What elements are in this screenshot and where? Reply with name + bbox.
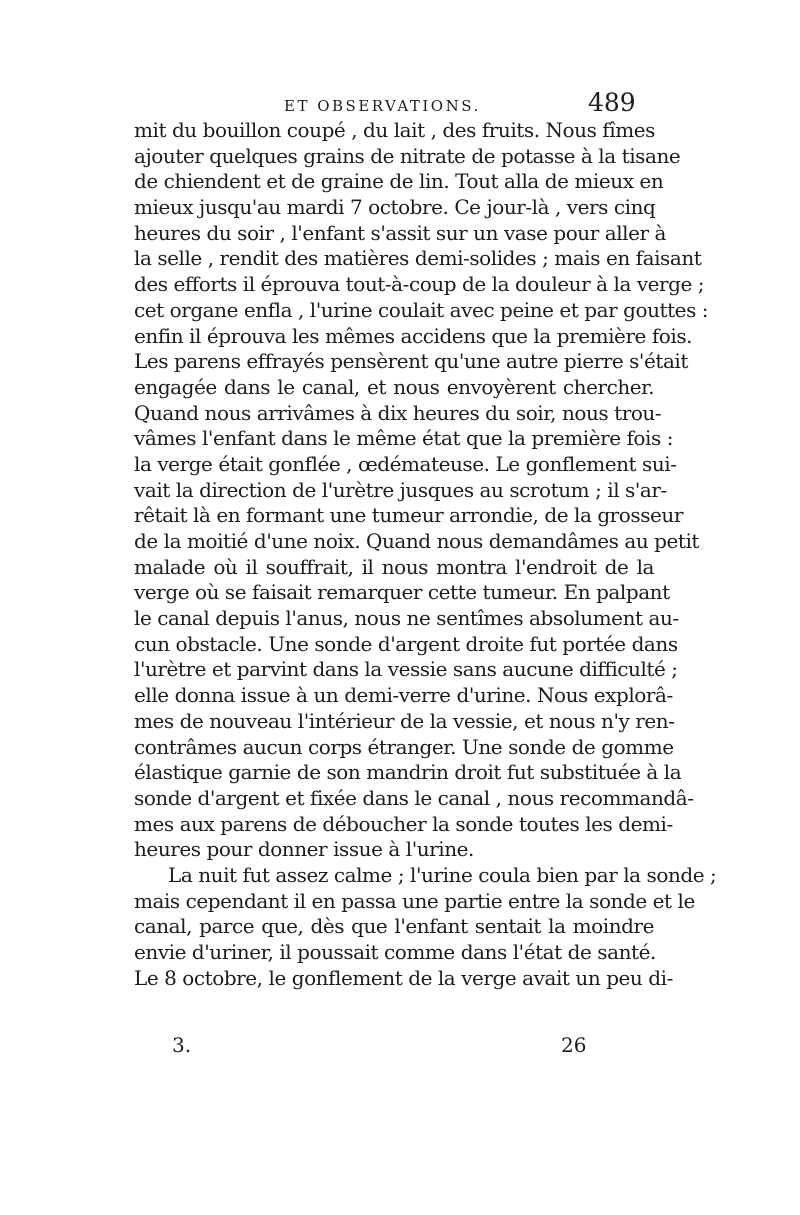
volume-mark: 3. xyxy=(172,1033,192,1057)
text-line: ajouter quelques grains de nitrate de potasse à la tisane xyxy=(134,143,681,168)
text-line: envie d'uriner, il poussait comme dans l'état de santé. xyxy=(134,940,656,964)
text-line: engagée dans le canal, et nous envoyèrent chercher. xyxy=(134,374,654,399)
text-line: l'urètre et parvint dans la vessie sans aucune difficulté ; xyxy=(134,657,678,682)
text-line: Le 8 octobre, le gonflement de la verge avait un peu di- xyxy=(134,965,673,990)
text-line: mieux jusqu'au mardi 7 octobre. Ce jour-là , vers cinq xyxy=(134,195,656,220)
text-line: mit du bouillon coupé , du lait , des fruits. Nous fîmes xyxy=(134,118,655,142)
text-line: malade où il souffrait, il nous montra l'endroit de la xyxy=(134,554,654,579)
body-text xyxy=(134,118,717,991)
text-line: contrâmes aucun corps étranger. Une sonde de gomme xyxy=(134,734,674,759)
text-line: des efforts il éprouva tout-à-coup de la douleur à la verge ; xyxy=(134,272,705,297)
text-line: élastique garnie de son mandrin droit fut substituée à la xyxy=(134,760,682,785)
text-line: mes de nouveau l'intérieur de la vessie, et nous n'y ren- xyxy=(134,708,675,733)
text-line: canal, parce que, dès que l'enfant sentait la moindre xyxy=(134,914,654,939)
text-line: de chiendent et de graine de lin. Tout alla de mieux en xyxy=(134,169,664,194)
text-line: enfin il éprouva les mêmes accidens que la première fois. xyxy=(134,323,693,348)
text-line: heures du soir , l'enfant s'assit sur un vase pour aller à xyxy=(134,220,667,245)
text-line: Les parens effrayés pensèrent qu'une autre pierre s'était xyxy=(134,349,688,374)
text-line: de la moitié d'une noix. Quand nous demandâmes au petit xyxy=(134,529,700,553)
text-line: la selle , rendit des matières demi-solides ; mais en faisant xyxy=(134,246,702,271)
text-line: vâmes l'enfant dans le même état que la première fois : xyxy=(134,426,673,451)
page-number: 489 xyxy=(588,88,636,117)
text-line: verge où se faisait remarquer cette tumeur. En palpant xyxy=(134,580,670,605)
running-head: ET OBSERVATIONS. xyxy=(284,97,481,115)
text-line: le canal depuis l'anus, nous ne sentîmes absolument au- xyxy=(134,606,679,631)
text-line: sonde d'argent et fixée dans le canal , nous recommandâ- xyxy=(134,785,694,810)
text-line: elle donna issue à un demi-verre d'urine. Nous explorâ- xyxy=(134,683,673,708)
text-line: rêtait là en formant une tumeur arrondie, de la grosseur xyxy=(134,503,683,528)
text-line: cet organe enfla , l'urine coulait avec peine et par gouttes : xyxy=(134,297,709,322)
text-line: cun obstacle. Une sonde d'argent droite fut portée dans xyxy=(134,631,678,656)
signature-mark: 26 xyxy=(561,1033,587,1057)
text-line: mais cependant il en passa une partie entre la sonde et le xyxy=(134,888,695,913)
text-line: mes aux parens de déboucher la sonde toutes les demi- xyxy=(134,811,673,836)
text-line: Quand nous arrivâmes à dix heures du soir, nous trou- xyxy=(134,400,662,425)
paragraph-end-line: heures pour donner issue à l'urine. xyxy=(134,837,474,862)
text-line: la verge était gonflée , œdémateuse. Le gonflement sui- xyxy=(134,451,677,476)
paragraph-start-line: La nuit fut assez calme ; l'urine coula bien par la sonde ; xyxy=(168,862,717,887)
text-line: vait la direction de l'urètre jusques au scrotum ; il s'ar- xyxy=(134,477,667,502)
